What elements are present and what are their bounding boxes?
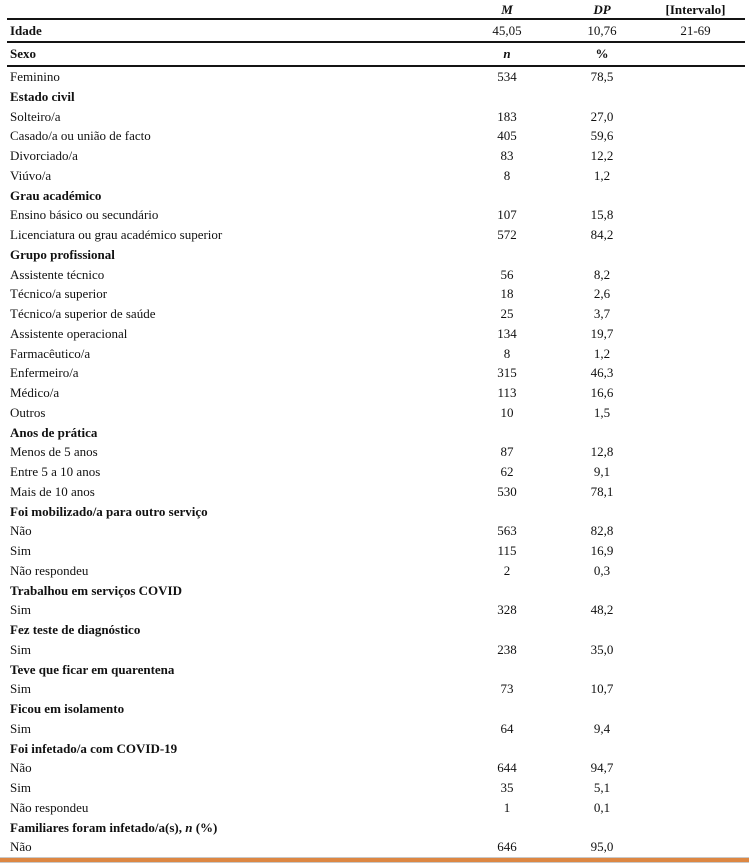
table-row xyxy=(0,245,749,265)
row-n-value: 238 xyxy=(497,641,517,657)
row-n-value xyxy=(452,186,562,206)
row-interval-value xyxy=(642,126,749,146)
idade-row xyxy=(0,20,749,41)
row-n-value: 530 xyxy=(497,483,517,499)
row-n-value: 35 xyxy=(500,780,514,795)
row-pct-value: 1,2 xyxy=(593,167,611,183)
table-row xyxy=(0,600,749,620)
row-pct-value xyxy=(562,818,642,838)
table-row xyxy=(0,581,749,601)
row-pct-value: 27,0 xyxy=(590,108,614,124)
row-pct-value: 46,3 xyxy=(590,365,614,381)
row-pct-value xyxy=(562,620,642,640)
table-row xyxy=(0,225,749,245)
row-n-value: 113 xyxy=(497,385,517,400)
row-label: Entre 5 a 10 anos xyxy=(10,464,101,479)
table-row xyxy=(0,660,749,680)
row-n-value: 2 xyxy=(503,562,511,578)
row-label: Mais de 10 anos xyxy=(10,483,95,499)
table-row xyxy=(0,363,749,383)
row-label: Sim xyxy=(10,720,31,736)
sexo-n-header: n xyxy=(503,46,511,61)
row-interval-value xyxy=(642,798,749,818)
row-n-value xyxy=(452,581,562,601)
row-label: Feminino xyxy=(10,69,60,84)
row-interval-value xyxy=(642,739,749,759)
row-label xyxy=(0,818,452,838)
row-pct-value: 78,5 xyxy=(590,69,614,84)
row-n-value: 572 xyxy=(497,227,517,242)
row-interval-value xyxy=(642,87,749,107)
sexo-header-row xyxy=(0,43,749,65)
row-label: Viúvo/a xyxy=(10,167,52,183)
row-n-value xyxy=(452,423,562,443)
row-interval-value xyxy=(642,640,749,660)
header-intervalo: [Intervalo] xyxy=(665,2,726,17)
row-label: Técnico/a superior de saúde xyxy=(10,306,156,321)
row-n-value xyxy=(452,739,562,759)
row-label: Teve que ficar em quarentena xyxy=(10,661,175,677)
row-pct-value: 0,1 xyxy=(593,799,611,815)
row-label-part: Familiares foram infetado/a(s), xyxy=(10,819,186,835)
header-empty-cell xyxy=(0,1,452,18)
table-row xyxy=(0,126,749,146)
table-row xyxy=(0,837,749,857)
row-label: Não respondeu xyxy=(10,799,89,815)
row-n-value xyxy=(452,245,562,265)
row-pct-value: 9,4 xyxy=(593,720,611,736)
row-label-part: (%) xyxy=(192,819,218,835)
table-row xyxy=(0,818,749,838)
row-interval-value xyxy=(642,304,749,324)
table-row xyxy=(0,344,749,364)
row-pct-value: 35,0 xyxy=(590,641,614,657)
table-body xyxy=(0,67,749,857)
row-label: Menos de 5 anos xyxy=(10,444,98,460)
row-label: Foi infetado/a com COVID-19 xyxy=(10,740,178,756)
row-n-value: 64 xyxy=(500,720,514,736)
row-label: Técnico/a superior xyxy=(10,286,108,302)
row-label: Assistente técnico xyxy=(10,266,105,282)
row-interval-value xyxy=(642,67,749,87)
row-interval-value xyxy=(642,600,749,620)
row-pct-value: 94,7 xyxy=(590,760,614,776)
row-n-value: 10 xyxy=(500,404,514,420)
row-interval-value xyxy=(642,660,749,680)
row-label: Grau académico xyxy=(10,187,102,203)
row-label: Anos de prática xyxy=(10,424,98,440)
row-n-value: 534 xyxy=(497,69,517,84)
row-label: Não xyxy=(10,523,32,539)
row-label: Sim xyxy=(10,681,31,697)
row-interval-value xyxy=(642,541,749,561)
row-interval-value xyxy=(642,205,749,225)
row-interval-value xyxy=(642,245,749,265)
row-n-value: 83 xyxy=(500,148,514,163)
table-row xyxy=(0,284,749,304)
row-n-value: 87 xyxy=(500,444,514,460)
row-interval-value xyxy=(642,521,749,541)
table-row xyxy=(0,166,749,186)
table-row xyxy=(0,798,749,818)
idade-mean: 45,05 xyxy=(492,23,522,38)
row-n-value: 183 xyxy=(497,108,517,124)
row-n-value: 8 xyxy=(503,345,511,361)
row-n-value xyxy=(452,818,562,838)
row-pct-value xyxy=(562,502,642,522)
row-label: Sim xyxy=(10,780,31,795)
row-interval-value xyxy=(642,383,749,403)
row-n-value xyxy=(452,660,562,680)
row-pct-value: 12,8 xyxy=(590,444,614,460)
row-interval-value xyxy=(642,462,749,482)
row-pct-value: 78,1 xyxy=(590,483,614,499)
row-n-value: 134 xyxy=(497,325,517,341)
row-label: Não xyxy=(10,760,32,776)
table-row xyxy=(0,462,749,482)
row-pct-value: 1,5 xyxy=(593,404,611,420)
row-n-value xyxy=(452,87,562,107)
row-pct-value: 1,2 xyxy=(593,345,611,361)
row-label: Enfermeiro/a xyxy=(10,365,79,381)
row-label: Foi mobilizado/a para outro serviço xyxy=(10,503,208,519)
table-row xyxy=(0,679,749,699)
row-n-value: 315 xyxy=(497,365,517,381)
table-row xyxy=(0,383,749,403)
idade-sd: 10,76 xyxy=(587,23,617,38)
row-label: Não xyxy=(10,839,32,855)
row-n-value: 25 xyxy=(500,306,514,321)
row-n-value: 1 xyxy=(503,799,511,815)
row-label: Sim xyxy=(10,602,31,618)
table-row xyxy=(0,265,749,285)
row-n-value xyxy=(452,699,562,719)
row-pct-value: 59,6 xyxy=(590,128,614,144)
table-row xyxy=(0,699,749,719)
row-label: Fez teste de diagnóstico xyxy=(10,622,141,637)
row-pct-value: 82,8 xyxy=(590,523,614,539)
table-row xyxy=(0,107,749,127)
row-interval-value xyxy=(642,107,749,127)
sexo-pct-header: % xyxy=(595,46,609,61)
row-interval-value xyxy=(642,265,749,285)
row-n-value: 107 xyxy=(497,207,517,223)
row-pct-value: 2,6 xyxy=(593,286,611,302)
row-pct-value xyxy=(562,245,642,265)
row-pct-value: 19,7 xyxy=(590,325,614,341)
row-pct-value: 8,2 xyxy=(593,266,611,282)
row-interval-value xyxy=(642,818,749,838)
sexo-label: Sexo xyxy=(10,46,36,61)
row-interval-value xyxy=(642,699,749,719)
row-interval-value xyxy=(642,837,749,857)
table-row xyxy=(0,541,749,561)
row-interval-value xyxy=(642,403,749,423)
row-pct-value: 16,6 xyxy=(590,385,614,400)
row-pct-value xyxy=(562,423,642,443)
row-n-value: 328 xyxy=(497,602,517,618)
table-row xyxy=(0,423,749,443)
row-label: Médico/a xyxy=(10,385,60,400)
row-n-value: 644 xyxy=(497,760,517,776)
row-interval-value xyxy=(642,758,749,778)
row-interval-value xyxy=(642,423,749,443)
row-interval-value xyxy=(642,482,749,502)
row-label-part: n xyxy=(185,819,193,835)
row-pct-value xyxy=(562,739,642,759)
row-pct-value: 12,2 xyxy=(590,148,614,163)
row-label: Trabalhou em serviços COVID xyxy=(10,582,183,598)
row-n-value: 405 xyxy=(497,128,517,144)
row-n-value: 56 xyxy=(500,266,514,282)
row-pct-value: 16,9 xyxy=(590,543,614,558)
table-row xyxy=(0,146,749,166)
row-interval-value xyxy=(642,225,749,245)
row-interval-value xyxy=(642,344,749,364)
row-pct-value: 95,0 xyxy=(590,839,614,855)
table-row xyxy=(0,778,749,798)
sexo-empty-cell xyxy=(642,43,749,65)
row-pct-value: 5,1 xyxy=(593,780,611,795)
table-row xyxy=(0,561,749,581)
idade-label: Idade xyxy=(10,23,42,38)
row-label: Não respondeu xyxy=(10,562,89,578)
idade-interval: 21-69 xyxy=(680,23,711,38)
table-row xyxy=(0,304,749,324)
table-row xyxy=(0,442,749,462)
row-label: Estado civil xyxy=(10,88,75,104)
row-interval-value xyxy=(642,620,749,640)
row-pct-value: 48,2 xyxy=(590,602,614,618)
row-n-value: 646 xyxy=(497,839,517,855)
row-interval-value xyxy=(642,284,749,304)
row-n-value: 115 xyxy=(497,543,517,558)
row-interval-value xyxy=(642,561,749,581)
row-n-value: 8 xyxy=(503,167,511,183)
row-label: Assistente operacional xyxy=(10,325,128,341)
table-row xyxy=(0,719,749,739)
row-interval-value xyxy=(642,719,749,739)
row-pct-value xyxy=(562,87,642,107)
row-label: Grupo profissional xyxy=(10,246,115,262)
table-row xyxy=(0,620,749,640)
row-pct-value: 3,7 xyxy=(593,306,611,321)
row-label: Casado/a ou união de facto xyxy=(10,128,151,144)
table-row xyxy=(0,502,749,522)
row-interval-value xyxy=(642,778,749,798)
row-label: Licenciatura ou grau académico superior xyxy=(10,227,223,242)
row-label: Ficou em isolamento xyxy=(10,701,125,716)
table-row xyxy=(0,739,749,759)
row-interval-value xyxy=(642,679,749,699)
row-n-value xyxy=(452,620,562,640)
row-interval-value xyxy=(642,146,749,166)
row-label: Outros xyxy=(10,404,46,420)
row-label: Solteiro/a xyxy=(10,108,61,124)
row-n-value: 73 xyxy=(500,681,514,697)
row-pct-value xyxy=(562,660,642,680)
table-row xyxy=(0,403,749,423)
row-interval-value xyxy=(642,324,749,344)
row-n-value: 18 xyxy=(500,286,514,302)
table-header-row xyxy=(0,1,749,18)
header-m: M xyxy=(501,2,513,17)
table-row xyxy=(0,186,749,206)
row-pct-value: 84,2 xyxy=(590,227,614,242)
table-row xyxy=(0,758,749,778)
row-interval-value xyxy=(642,502,749,522)
row-pct-value: 10,7 xyxy=(590,681,614,697)
row-n-value xyxy=(452,502,562,522)
row-pct-value xyxy=(562,186,642,206)
table-row xyxy=(0,640,749,660)
table-row xyxy=(0,67,749,87)
row-pct-value: 9,1 xyxy=(593,464,611,479)
row-interval-value xyxy=(642,442,749,462)
row-label: Sim xyxy=(10,543,31,558)
row-label: Ensino básico ou secundário xyxy=(10,207,159,223)
table-row xyxy=(0,87,749,107)
row-interval-value xyxy=(642,186,749,206)
table-row xyxy=(0,324,749,344)
table-row xyxy=(0,521,749,541)
table-row xyxy=(0,205,749,225)
row-label: Sim xyxy=(10,641,31,657)
row-label: Farmacêutico/a xyxy=(10,345,91,361)
table-row xyxy=(0,482,749,502)
row-interval-value xyxy=(642,581,749,601)
row-pct-value: 0,3 xyxy=(593,562,611,578)
row-n-value: 62 xyxy=(500,464,514,479)
row-interval-value xyxy=(642,166,749,186)
row-pct-value xyxy=(562,581,642,601)
header-dp: DP xyxy=(593,2,611,17)
row-pct-value: 15,8 xyxy=(590,207,614,223)
row-label: Divorciado/a xyxy=(10,148,78,163)
row-n-value: 563 xyxy=(497,523,517,539)
row-pct-value xyxy=(562,699,642,719)
row-interval-value xyxy=(642,363,749,383)
